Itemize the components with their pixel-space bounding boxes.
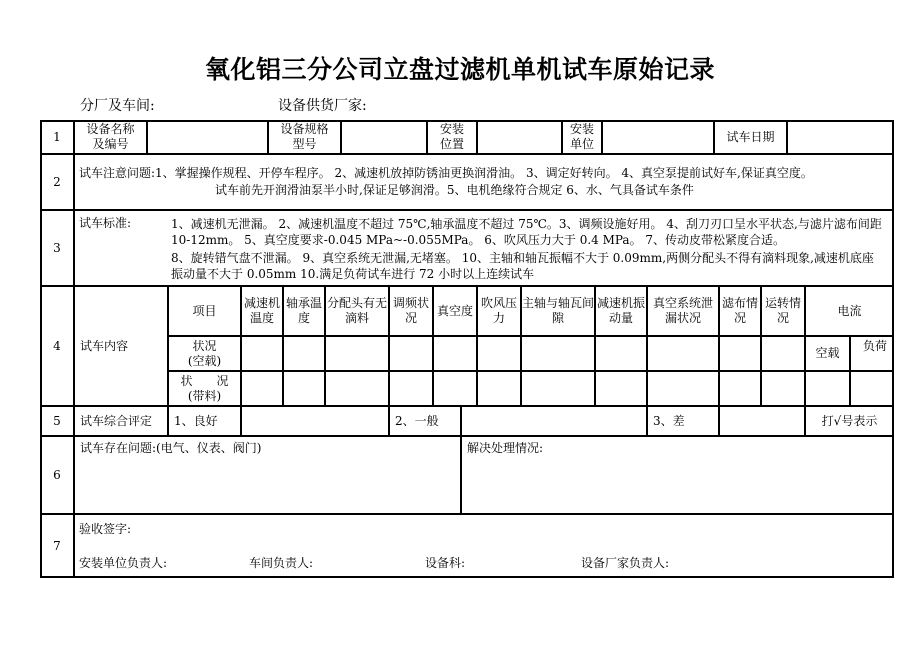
load-vacuum-leak-cell[interactable]	[647, 371, 719, 406]
col-header-shaft-clearance: 主轴与轴瓦间隙	[521, 286, 595, 336]
trial-record-table	[40, 120, 894, 578]
col-header-distributor-drip: 分配头有无滴料	[325, 286, 389, 336]
row-number-5: 5	[40, 406, 74, 436]
noload-operation-cell[interactable]	[761, 336, 805, 371]
row-number-7: 7	[40, 514, 74, 578]
noload-vacuum-leak-cell[interactable]	[647, 336, 719, 371]
device-spec-label	[268, 120, 341, 154]
load-distributor-drip-cell[interactable]	[325, 371, 389, 406]
load-filter-cloth-cell[interactable]	[719, 371, 761, 406]
device-spec-label-line1: 设备规格	[280, 122, 329, 136]
rating-fair-checkbox[interactable]	[461, 406, 647, 436]
row-number-3: 3	[40, 210, 74, 286]
col-header-vacuum-leak: 真空系统泄漏状况	[647, 286, 719, 336]
install-location-label-line2: 位置	[439, 137, 464, 151]
install-unit-label-line1: 安装	[569, 122, 594, 136]
noload-reducer-temp-cell[interactable]	[241, 336, 283, 371]
acceptance-signature-area[interactable]	[74, 514, 894, 578]
noload-bearing-temp-cell[interactable]	[283, 336, 325, 371]
status-noload-line2: (空载)	[187, 353, 222, 368]
supplier-label: 设备供货厂家:	[278, 98, 367, 114]
col-header-filter-cloth: 滤布情况	[719, 286, 761, 336]
col-header-reducer-vibration: 减速机振动量	[595, 286, 647, 336]
col-header-reducer-temp: 减速机温度	[241, 286, 283, 336]
load-reducer-temp-cell[interactable]	[241, 371, 283, 406]
resolution-label: 解决处理情况:	[467, 441, 544, 455]
plant-label: 分厂及车间:	[80, 98, 155, 114]
col-header-vacuum: 真空度	[433, 286, 477, 336]
install-location-label	[427, 120, 477, 154]
vendor-head-label: 设备厂家负责人:	[581, 556, 670, 570]
trial-date-label: 试车日期	[714, 120, 787, 154]
col-header-bearing-temp: 轴承温度	[283, 286, 325, 336]
load-bearing-temp-cell[interactable]	[283, 371, 325, 406]
trial-precautions	[74, 154, 894, 210]
row-number-2: 2	[40, 154, 74, 210]
col-header-operation: 运转情况	[761, 286, 805, 336]
acceptance-sign-label: 验收签字:	[79, 522, 132, 536]
trial-standards-part2: 8、旋转错气盘不泄漏。 9、真空系统无泄漏,无堵塞。 10、主轴和轴瓦振幅不大于 0.09mm,两侧分配头不得有滴料现象,减速机底座振动量不大于 0.05mm 10.满足负荷试车进行 72 小时以上连续试车	[171, 251, 874, 281]
load-current-load-cell[interactable]	[850, 371, 894, 406]
trial-date-field[interactable]	[787, 120, 894, 154]
noload-vacuum-cell[interactable]	[433, 336, 477, 371]
status-load-line2: (带料)	[187, 388, 222, 403]
noload-distributor-drip-cell[interactable]	[325, 336, 389, 371]
trial-problems-field[interactable]	[74, 436, 461, 514]
device-name-field[interactable]	[147, 120, 268, 154]
row-number-1: 1	[40, 120, 74, 154]
workshop-head-label: 车间负责人:	[249, 556, 314, 570]
row-number-6: 6	[40, 436, 74, 514]
device-spec-field[interactable]	[341, 120, 427, 154]
col-header-vfd-status: 调频状况	[389, 286, 433, 336]
overall-evaluation-label: 试车综合评定	[74, 406, 168, 436]
load-reducer-vibration-cell[interactable]	[595, 371, 647, 406]
status-load-label	[168, 371, 241, 406]
current-load-label: 负荷	[862, 339, 887, 353]
install-unit-field[interactable]	[602, 120, 714, 154]
noload-vfd-status-cell[interactable]	[389, 336, 433, 371]
noload-blow-pressure-cell[interactable]	[477, 336, 521, 371]
current-noload-label: 空载	[805, 336, 850, 371]
status-noload-line1: 状况	[192, 338, 217, 353]
rating-good-checkbox[interactable]	[241, 406, 389, 436]
resolution-field[interactable]	[461, 436, 894, 514]
install-unit-head-label: 安装单位负责人:	[79, 556, 168, 570]
device-spec-label-line2: 型号	[292, 137, 317, 151]
load-vacuum-cell[interactable]	[433, 371, 477, 406]
current-load-header-cell	[850, 336, 894, 371]
trial-standards-label: 试车标准:	[79, 216, 132, 230]
device-name-label-line2: 及编号	[92, 137, 129, 151]
trial-standards-part1: 1、减速机无泄漏。 2、减速机温度不超过 75℃,轴承温度不超过 75℃。3、调频设施好用。 4、刮刀刃口呈水平状态,与滤片滤布间距 10-12mm。 5、真空度要求-0.045 MPa~-0.055MPa。 6、吹风压力大于 0.4 MPa。 7、传动皮带松紧度合适。	[171, 217, 882, 247]
row-number-4: 4	[40, 286, 74, 406]
noload-reducer-vibration-cell[interactable]	[595, 336, 647, 371]
install-unit-label	[562, 120, 602, 154]
trial-precautions-line2: 试车前先开润滑油泵半小时,保证足够润滑。5、电机绝缘符合规定 6、水、气具备试车条件	[215, 183, 694, 197]
install-unit-label-line2: 单位	[569, 137, 594, 151]
col-header-current: 电流	[805, 286, 894, 336]
trial-precautions-line1: 试车注意问题:1、掌握操作规程、开停车程序。 2、减速机放掉防锈油更换润滑油。 3、调定好转向。 4、真空泵提前试好车,保证真空度。	[79, 166, 813, 180]
rating-fair-label: 2、一般	[389, 406, 461, 436]
status-load-line1: 状 况	[180, 373, 229, 388]
noload-shaft-clearance-cell[interactable]	[521, 336, 595, 371]
load-vfd-status-cell[interactable]	[389, 371, 433, 406]
trial-content-label: 试车内容	[74, 286, 168, 406]
page-title: 氧化铝三分公司立盘过滤机单机试车原始记录	[204, 55, 715, 84]
load-shaft-clearance-cell[interactable]	[521, 371, 595, 406]
check-mark-note: 打√号表示	[805, 406, 894, 436]
status-noload-label	[168, 336, 241, 371]
device-name-label	[74, 120, 147, 154]
load-operation-cell[interactable]	[761, 371, 805, 406]
noload-filter-cloth-cell[interactable]	[719, 336, 761, 371]
trial-problems-label: 试车存在问题:(电气、仪表、阀门)	[80, 441, 262, 455]
equipment-dept-label: 设备科:	[425, 556, 466, 570]
install-location-field[interactable]	[477, 120, 562, 154]
load-current-noload-cell[interactable]	[805, 371, 850, 406]
install-location-label-line1: 安装	[439, 122, 464, 136]
rating-poor-checkbox[interactable]	[719, 406, 805, 436]
device-name-label-line1: 设备名称	[86, 122, 135, 136]
rating-poor-label: 3、差	[647, 406, 719, 436]
rating-good-label: 1、良好	[168, 406, 241, 436]
load-blow-pressure-cell[interactable]	[477, 371, 521, 406]
col-header-blow-pressure: 吹风压力	[477, 286, 521, 336]
item-header: 项目	[168, 286, 241, 336]
trial-standards	[74, 210, 894, 286]
